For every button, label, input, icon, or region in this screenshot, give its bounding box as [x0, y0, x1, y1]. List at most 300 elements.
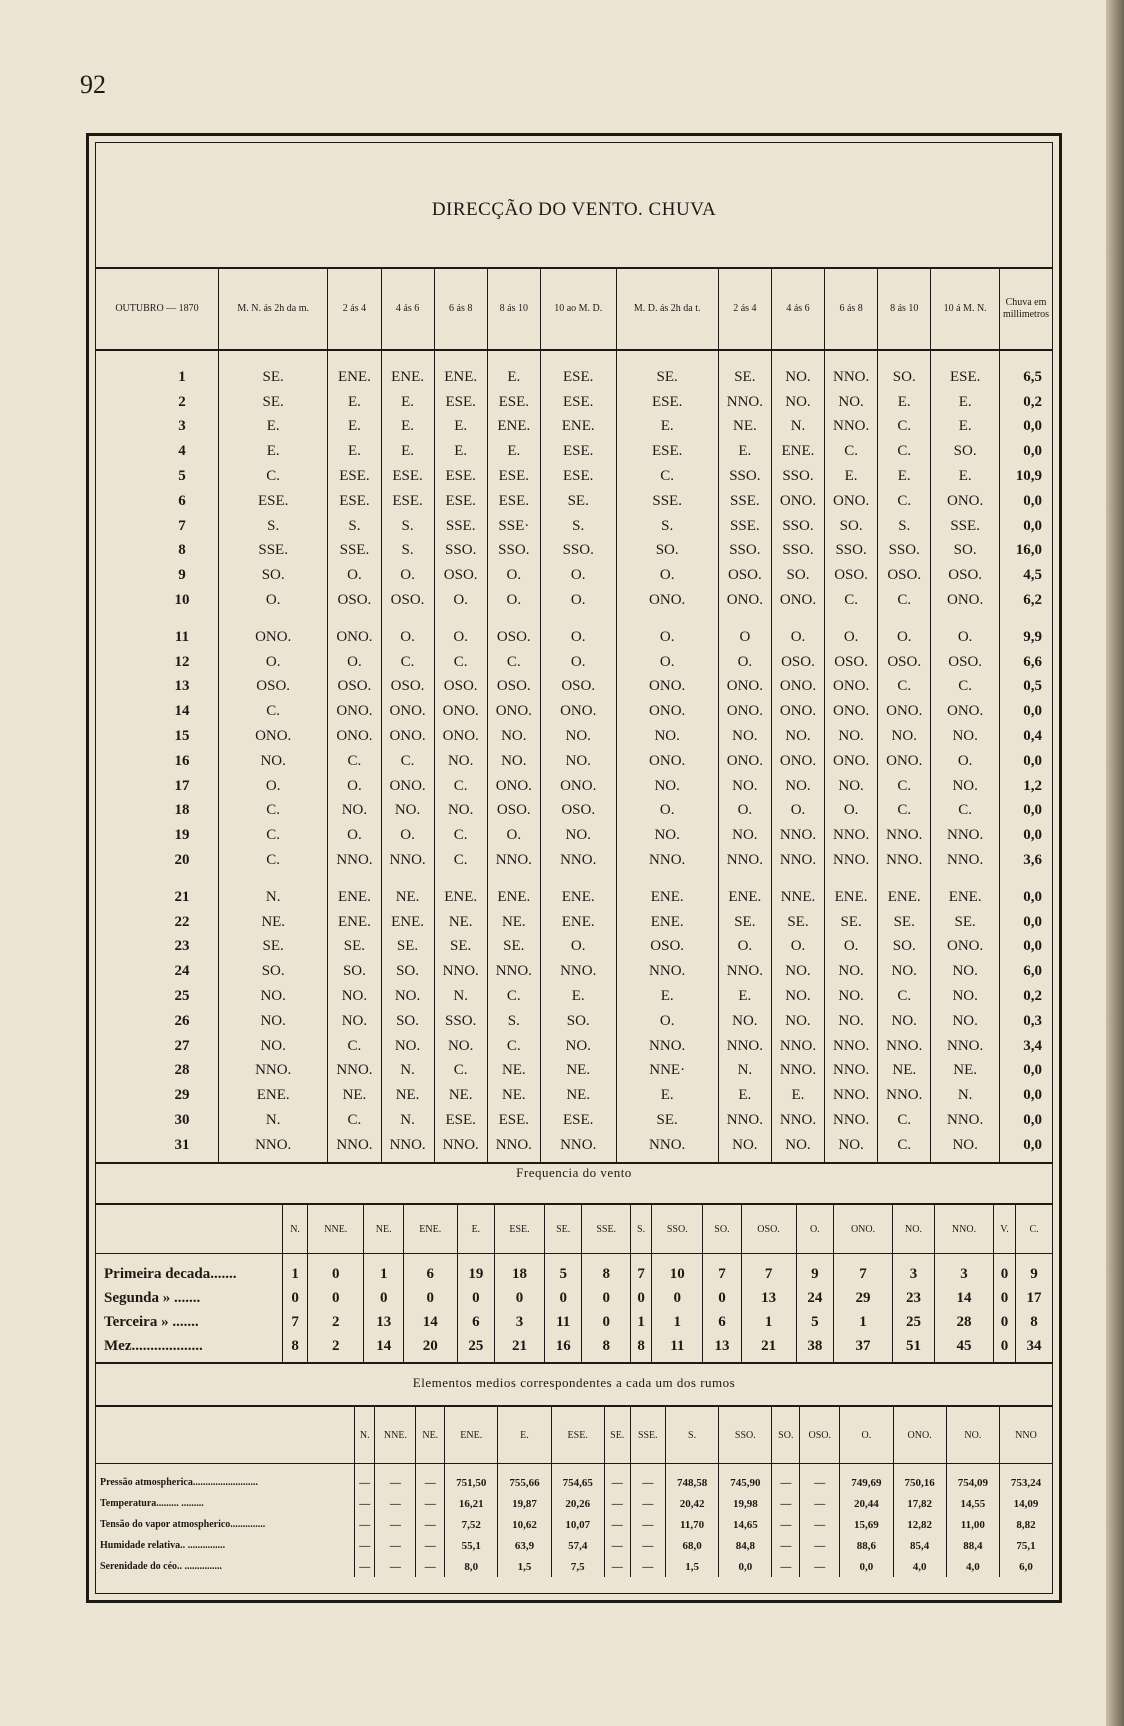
page-title: DIRECÇÃO DO VENTO. CHUVA: [431, 199, 717, 220]
wind-cell: NO.: [878, 724, 931, 749]
frequency-cell: 2: [308, 1334, 364, 1363]
wind-cell: OSO.: [487, 675, 540, 700]
wind-cell: O.: [718, 935, 771, 960]
frequency-header-cell: C.: [1016, 1204, 1052, 1254]
wind-cell: ENE.: [878, 873, 931, 910]
frequency-header-cell: SSO.: [652, 1204, 703, 1254]
elements-cell: 8,82: [999, 1514, 1052, 1535]
wind-cell: O.: [328, 563, 381, 588]
wind-cell: SO.: [931, 439, 1000, 464]
frequency-header-cell: NNE.: [308, 1204, 364, 1254]
wind-cell: ONO.: [931, 935, 1000, 960]
day-cell: 22: [174, 913, 190, 930]
wind-cell: NO.: [616, 774, 718, 799]
wind-cell: SSO.: [718, 464, 771, 489]
wind-table-header: [96, 268, 1052, 350]
wind-cell: NNO.: [540, 848, 616, 873]
wind-cell: N.: [931, 1083, 1000, 1108]
wind-cell: O.: [878, 613, 931, 650]
wind-cell: NO.: [771, 1009, 824, 1034]
wind-cell: NNO.: [616, 1133, 718, 1163]
wind-cell: NO.: [825, 724, 878, 749]
day-cell: 2: [178, 393, 186, 410]
wind-header-cell: 10 ao M. D.: [540, 268, 616, 350]
day-cell: 12: [174, 653, 190, 670]
elements-cell: —: [800, 1535, 840, 1556]
wind-row: [96, 823, 1052, 848]
rain-cell: 0,2: [1000, 390, 1053, 415]
wind-header-cell: 2 ás 4: [718, 268, 771, 350]
wind-cell: OSO.: [487, 799, 540, 824]
wind-cell: NNO.: [487, 1133, 540, 1163]
wind-cell: C.: [219, 823, 328, 848]
rain-cell: 0,0: [1000, 1133, 1053, 1163]
wind-cell: E.: [616, 415, 718, 440]
wind-cell: ESE.: [616, 390, 718, 415]
wind-cell: NNO.: [540, 959, 616, 984]
frequency-header-cell: NO.: [893, 1204, 935, 1254]
elements-header-cell: NE.: [416, 1406, 445, 1464]
wind-cell: NO.: [434, 1034, 487, 1059]
frequency-cell: 19: [457, 1254, 494, 1287]
frequency-cell: 7: [703, 1254, 741, 1287]
wind-cell: O.: [540, 613, 616, 650]
wind-cell: ESE.: [434, 464, 487, 489]
wind-cell: C.: [878, 799, 931, 824]
mean-elements-table: [96, 1405, 1052, 1577]
wind-cell: ESE.: [328, 489, 381, 514]
wind-cell: C.: [487, 1034, 540, 1059]
wind-cell: NNO.: [825, 1108, 878, 1133]
wind-cell: C.: [219, 464, 328, 489]
wind-cell: ENE.: [771, 439, 824, 464]
elements-cell: 85,4: [893, 1535, 946, 1556]
frequency-cell: 17: [1016, 1286, 1052, 1310]
wind-cell: OSO.: [328, 588, 381, 613]
wind-cell: NO.: [931, 774, 1000, 799]
wind-cell: NNO.: [825, 1034, 878, 1059]
frequency-cell: 24: [796, 1286, 833, 1310]
frequency-cell: 0: [403, 1286, 457, 1310]
wind-cell: NO.: [328, 1009, 381, 1034]
table-frame-inner: [95, 142, 1053, 1594]
wind-cell: C.: [434, 1059, 487, 1084]
wind-row: [96, 439, 1052, 464]
wind-cell: O.: [328, 823, 381, 848]
wind-cell: NNO.: [219, 1133, 328, 1163]
wind-cell: SSO.: [434, 539, 487, 564]
rain-cell: 0,0: [1000, 699, 1053, 724]
wind-cell: SE.: [540, 489, 616, 514]
day-cell: 15: [174, 728, 190, 745]
wind-cell: ENE.: [540, 415, 616, 440]
frequency-cell: 0: [457, 1286, 494, 1310]
wind-cell: N.: [434, 984, 487, 1009]
wind-cell: OSO.: [219, 675, 328, 700]
wind-cell: ONO.: [771, 489, 824, 514]
wind-cell: SE.: [616, 1108, 718, 1133]
wind-cell: E.: [540, 984, 616, 1009]
day-cell: 5: [178, 468, 186, 485]
wind-cell: SE.: [219, 935, 328, 960]
wind-cell: C.: [328, 1108, 381, 1133]
wind-cell: ONO.: [718, 588, 771, 613]
wind-cell: S.: [381, 539, 434, 564]
elements-header-cell: NO.: [946, 1406, 999, 1464]
wind-header-cell: 10 á M. N.: [931, 268, 1000, 350]
elements-cell: 20,44: [840, 1493, 893, 1514]
wind-cell: O.: [328, 650, 381, 675]
wind-cell: NE.: [434, 1083, 487, 1108]
elements-row-label: Tensão do vapor atmospherico..............: [100, 1519, 266, 1530]
elements-header-cell: NNO: [999, 1406, 1052, 1464]
wind-cell: NNO.: [771, 1108, 824, 1133]
elements-cell: —: [416, 1556, 445, 1577]
page-edge: [1106, 0, 1124, 1726]
wind-header-cell: M. N. ás 2h da m.: [219, 268, 328, 350]
wind-cell: ESE.: [219, 489, 328, 514]
wind-cell: E.: [434, 439, 487, 464]
wind-cell: SSE.: [328, 539, 381, 564]
wind-cell: NNO.: [878, 823, 931, 848]
frequency-row: [96, 1334, 1052, 1363]
elements-cell: —: [355, 1464, 375, 1494]
wind-cell: NO.: [219, 984, 328, 1009]
wind-cell: E.: [616, 984, 718, 1009]
elements-cell: 0,0: [840, 1556, 893, 1577]
wind-cell: ONO.: [718, 699, 771, 724]
wind-cell: C.: [487, 650, 540, 675]
wind-cell: O.: [540, 650, 616, 675]
wind-cell: NNO.: [718, 1108, 771, 1133]
wind-cell: NE.: [931, 1059, 1000, 1084]
wind-cell: ONO.: [616, 588, 718, 613]
wind-cell: NNO.: [771, 1059, 824, 1084]
wind-cell: NO.: [328, 984, 381, 1009]
wind-cell: SSO.: [487, 539, 540, 564]
rain-cell: 6,0: [1000, 959, 1053, 984]
elements-cell: 63,9: [498, 1535, 551, 1556]
wind-cell: NNO.: [616, 1034, 718, 1059]
elements-cell: 11,00: [946, 1514, 999, 1535]
rain-cell: 3,4: [1000, 1034, 1053, 1059]
wind-cell: SO.: [878, 350, 931, 390]
elements-cell: —: [416, 1514, 445, 1535]
frequency-cell: 6: [457, 1310, 494, 1334]
wind-cell: NNO.: [931, 823, 1000, 848]
wind-cell: O.: [381, 563, 434, 588]
wind-cell: SE.: [487, 935, 540, 960]
wind-cell: NNO.: [540, 1133, 616, 1163]
wind-cell: ONO.: [771, 675, 824, 700]
frequency-cell: 7: [283, 1310, 308, 1334]
wind-cell: NO.: [771, 390, 824, 415]
elements-cell: —: [375, 1464, 416, 1494]
frequency-header-cell: V.: [993, 1204, 1015, 1254]
frequency-cell: 0: [495, 1286, 545, 1310]
elements-header-cell: ONO.: [893, 1406, 946, 1464]
wind-cell: OSO.: [434, 675, 487, 700]
wind-cell: SSO.: [771, 539, 824, 564]
wind-cell: E.: [381, 415, 434, 440]
frequency-cell: 21: [741, 1334, 796, 1363]
wind-cell: NNO.: [718, 848, 771, 873]
elements-row: [96, 1514, 1052, 1535]
wind-cell: ENE.: [931, 873, 1000, 910]
wind-cell: E.: [878, 390, 931, 415]
wind-cell: ONO.: [328, 613, 381, 650]
wind-cell: ONO.: [931, 588, 1000, 613]
wind-cell: NO.: [771, 1133, 824, 1163]
elements-cell: 0,0: [719, 1556, 772, 1577]
wind-cell: C.: [219, 848, 328, 873]
frequency-cell: 38: [796, 1334, 833, 1363]
wind-cell: NO.: [718, 774, 771, 799]
wind-cell: C.: [219, 799, 328, 824]
frequency-cell: 10: [652, 1254, 703, 1287]
frequency-cell: 37: [834, 1334, 893, 1363]
wind-cell: O.: [487, 823, 540, 848]
wind-cell: E.: [931, 464, 1000, 489]
elements-cell: —: [604, 1514, 630, 1535]
wind-cell: S.: [616, 514, 718, 539]
wind-cell: NNO.: [931, 848, 1000, 873]
wind-cell: ENE.: [718, 873, 771, 910]
elements-header-cell: N.: [355, 1406, 375, 1464]
elements-cell: —: [604, 1493, 630, 1514]
wind-cell: OSO.: [381, 588, 434, 613]
wind-cell: NNO.: [771, 848, 824, 873]
elements-header-cell: S.: [665, 1406, 718, 1464]
day-cell: 18: [174, 802, 190, 819]
wind-cell: SE.: [616, 350, 718, 390]
frequency-cell: 28: [935, 1310, 994, 1334]
wind-cell: E.: [381, 390, 434, 415]
day-cell: 11: [174, 628, 190, 645]
wind-cell: NO.: [328, 799, 381, 824]
elements-cell: 1,5: [498, 1556, 551, 1577]
elements-header-cell: O.: [840, 1406, 893, 1464]
wind-cell: OSO.: [931, 650, 1000, 675]
wind-cell: E.: [487, 439, 540, 464]
elements-cell: —: [604, 1535, 630, 1556]
elements-label-header: [96, 1406, 355, 1464]
wind-cell: SE.: [771, 910, 824, 935]
wind-cell: NO.: [825, 774, 878, 799]
rain-cell: 0,0: [1000, 935, 1053, 960]
frequency-row: [96, 1310, 1052, 1334]
wind-cell: SSE·: [487, 514, 540, 539]
wind-cell: OSO.: [540, 799, 616, 824]
elements-cell: 10,62: [498, 1514, 551, 1535]
wind-cell: NO.: [219, 1034, 328, 1059]
wind-cell: C.: [878, 439, 931, 464]
frequency-cell: 25: [457, 1334, 494, 1363]
elements-cell: —: [630, 1514, 665, 1535]
elements-cell: 88,4: [946, 1535, 999, 1556]
wind-cell: C.: [328, 1034, 381, 1059]
wind-cell: SSO.: [771, 464, 824, 489]
day-cell: 21: [174, 888, 190, 905]
wind-cell: N.: [381, 1108, 434, 1133]
wind-cell: E.: [718, 1083, 771, 1108]
frequency-cell: 13: [741, 1286, 796, 1310]
day-cell: 31: [96, 1133, 219, 1163]
elements-cell: 17,82: [893, 1493, 946, 1514]
wind-cell: NO.: [718, 1133, 771, 1163]
wind-cell: NNO.: [825, 848, 878, 873]
wind-cell: E.: [718, 984, 771, 1009]
wind-cell: NE.: [381, 873, 434, 910]
rain-cell: 10,9: [1000, 464, 1053, 489]
wind-cell: E.: [616, 1083, 718, 1108]
elements-cell: —: [800, 1493, 840, 1514]
wind-cell: C.: [487, 984, 540, 1009]
frequency-header-cell: SO.: [703, 1204, 741, 1254]
wind-cell: SSO.: [878, 539, 931, 564]
wind-cell: C.: [434, 848, 487, 873]
wind-cell: ENE.: [328, 350, 381, 390]
wind-row: [96, 464, 1052, 489]
elements-cell: —: [604, 1464, 630, 1494]
day-cell: 17: [174, 777, 190, 794]
frequency-header: [96, 1204, 1052, 1254]
wind-cell: ESE.: [434, 489, 487, 514]
elements-cell: 55,1: [445, 1535, 498, 1556]
wind-cell: NO.: [718, 823, 771, 848]
wind-cell: OSO.: [878, 563, 931, 588]
frequency-title: Frequencia do vento: [516, 1165, 632, 1180]
wind-cell: ENE.: [616, 910, 718, 935]
elements-header: [96, 1406, 1052, 1464]
wind-cell: ONO.: [771, 588, 824, 613]
wind-cell: OSO.: [878, 650, 931, 675]
wind-cell: ESE.: [540, 1108, 616, 1133]
wind-cell: ENE.: [381, 910, 434, 935]
frequency-cell: 8: [582, 1334, 631, 1363]
frequency-cell: 0: [308, 1286, 364, 1310]
wind-cell: SSE.: [219, 539, 328, 564]
elements-cell: 8,0: [445, 1556, 498, 1577]
elements-cell: 14,09: [999, 1493, 1052, 1514]
rain-cell: 0,3: [1000, 1009, 1053, 1034]
day-cell: 24: [174, 963, 190, 980]
wind-cell: O.: [825, 799, 878, 824]
rain-cell: 0,0: [1000, 1059, 1053, 1084]
frequency-header-cell: OSO.: [741, 1204, 796, 1254]
wind-cell: SO.: [328, 959, 381, 984]
elements-cell: 11,70: [665, 1514, 718, 1535]
elements-cell: 4,0: [946, 1556, 999, 1577]
wind-cell: E.: [931, 390, 1000, 415]
wind-cell: E.: [718, 439, 771, 464]
frequency-cell: 0: [993, 1254, 1015, 1287]
elements-header-cell: SO.: [772, 1406, 800, 1464]
frequency-cell: 23: [893, 1286, 935, 1310]
wind-row: [96, 799, 1052, 824]
frequency-cell: 3: [495, 1310, 545, 1334]
wind-row: [96, 1108, 1052, 1133]
wind-cell: NNO.: [825, 1059, 878, 1084]
wind-cell: S.: [328, 514, 381, 539]
elements-title: Elementos medios correspondentes a cada um dos rumos: [412, 1375, 736, 1390]
wind-row: [96, 563, 1052, 588]
elements-cell: —: [772, 1535, 800, 1556]
day-cell: 25: [174, 988, 190, 1005]
wind-cell: SSO.: [825, 539, 878, 564]
wind-cell: ESE.: [487, 489, 540, 514]
wind-cell: OSO.: [616, 935, 718, 960]
wind-cell: C.: [381, 749, 434, 774]
elements-cell: —: [800, 1556, 840, 1577]
wind-cell: O.: [219, 588, 328, 613]
wind-row: [96, 984, 1052, 1009]
wind-cell: ENE.: [487, 415, 540, 440]
elements-cell: —: [772, 1556, 800, 1577]
wind-cell: N.: [219, 1108, 328, 1133]
wind-cell: C.: [931, 799, 1000, 824]
wind-cell: NO.: [718, 1009, 771, 1034]
elements-cell: 7,5: [551, 1556, 604, 1577]
wind-row: [96, 650, 1052, 675]
rain-cell: 0,5: [1000, 675, 1053, 700]
frequency-cell: 9: [796, 1254, 833, 1287]
elements-cell: 754,65: [551, 1464, 604, 1494]
wind-cell: E.: [825, 464, 878, 489]
elements-row-label: Temperatura......... .........: [100, 1498, 204, 1509]
elements-cell: —: [375, 1493, 416, 1514]
day-cell: 27: [174, 1037, 190, 1054]
wind-cell: O.: [825, 935, 878, 960]
elements-cell: 57,4: [551, 1535, 604, 1556]
day-cell: 8: [178, 542, 186, 559]
wind-cell: C.: [878, 1133, 931, 1163]
wind-cell: NNO.: [878, 848, 931, 873]
wind-cell: ESE.: [328, 464, 381, 489]
wind-cell: ESE.: [487, 1108, 540, 1133]
wind-header-cell: 4 ás 6: [771, 268, 824, 350]
wind-cell: NO.: [931, 1009, 1000, 1034]
wind-cell: C.: [434, 650, 487, 675]
wind-row: [96, 1133, 1052, 1163]
wind-cell: ONO.: [616, 699, 718, 724]
frequency-cell: 7: [741, 1254, 796, 1287]
wind-cell: E.: [328, 439, 381, 464]
wind-cell: O.: [487, 588, 540, 613]
elements-cell: 12,82: [893, 1514, 946, 1535]
wind-cell: C.: [381, 650, 434, 675]
wind-row: [96, 1083, 1052, 1108]
frequency-cell: 11: [544, 1310, 581, 1334]
frequency-cell: 5: [544, 1254, 581, 1287]
frequency-header-cell: S.: [630, 1204, 651, 1254]
wind-cell: ESE.: [487, 390, 540, 415]
wind-cell: NO.: [381, 984, 434, 1009]
wind-cell: O.: [540, 935, 616, 960]
rain-cell: 0,0: [1000, 439, 1053, 464]
wind-cell: NO.: [540, 1034, 616, 1059]
wind-cell: SO.: [771, 563, 824, 588]
wind-cell: NO.: [487, 749, 540, 774]
wind-header-cell: 6 ás 8: [825, 268, 878, 350]
wind-cell: ENE.: [487, 873, 540, 910]
wind-cell: S.: [381, 514, 434, 539]
wind-cell: ONO.: [878, 699, 931, 724]
wind-cell: NO.: [219, 749, 328, 774]
wind-cell: SO.: [219, 563, 328, 588]
frequency-header-cell: E.: [457, 1204, 494, 1254]
day-cell: 7: [178, 517, 186, 534]
